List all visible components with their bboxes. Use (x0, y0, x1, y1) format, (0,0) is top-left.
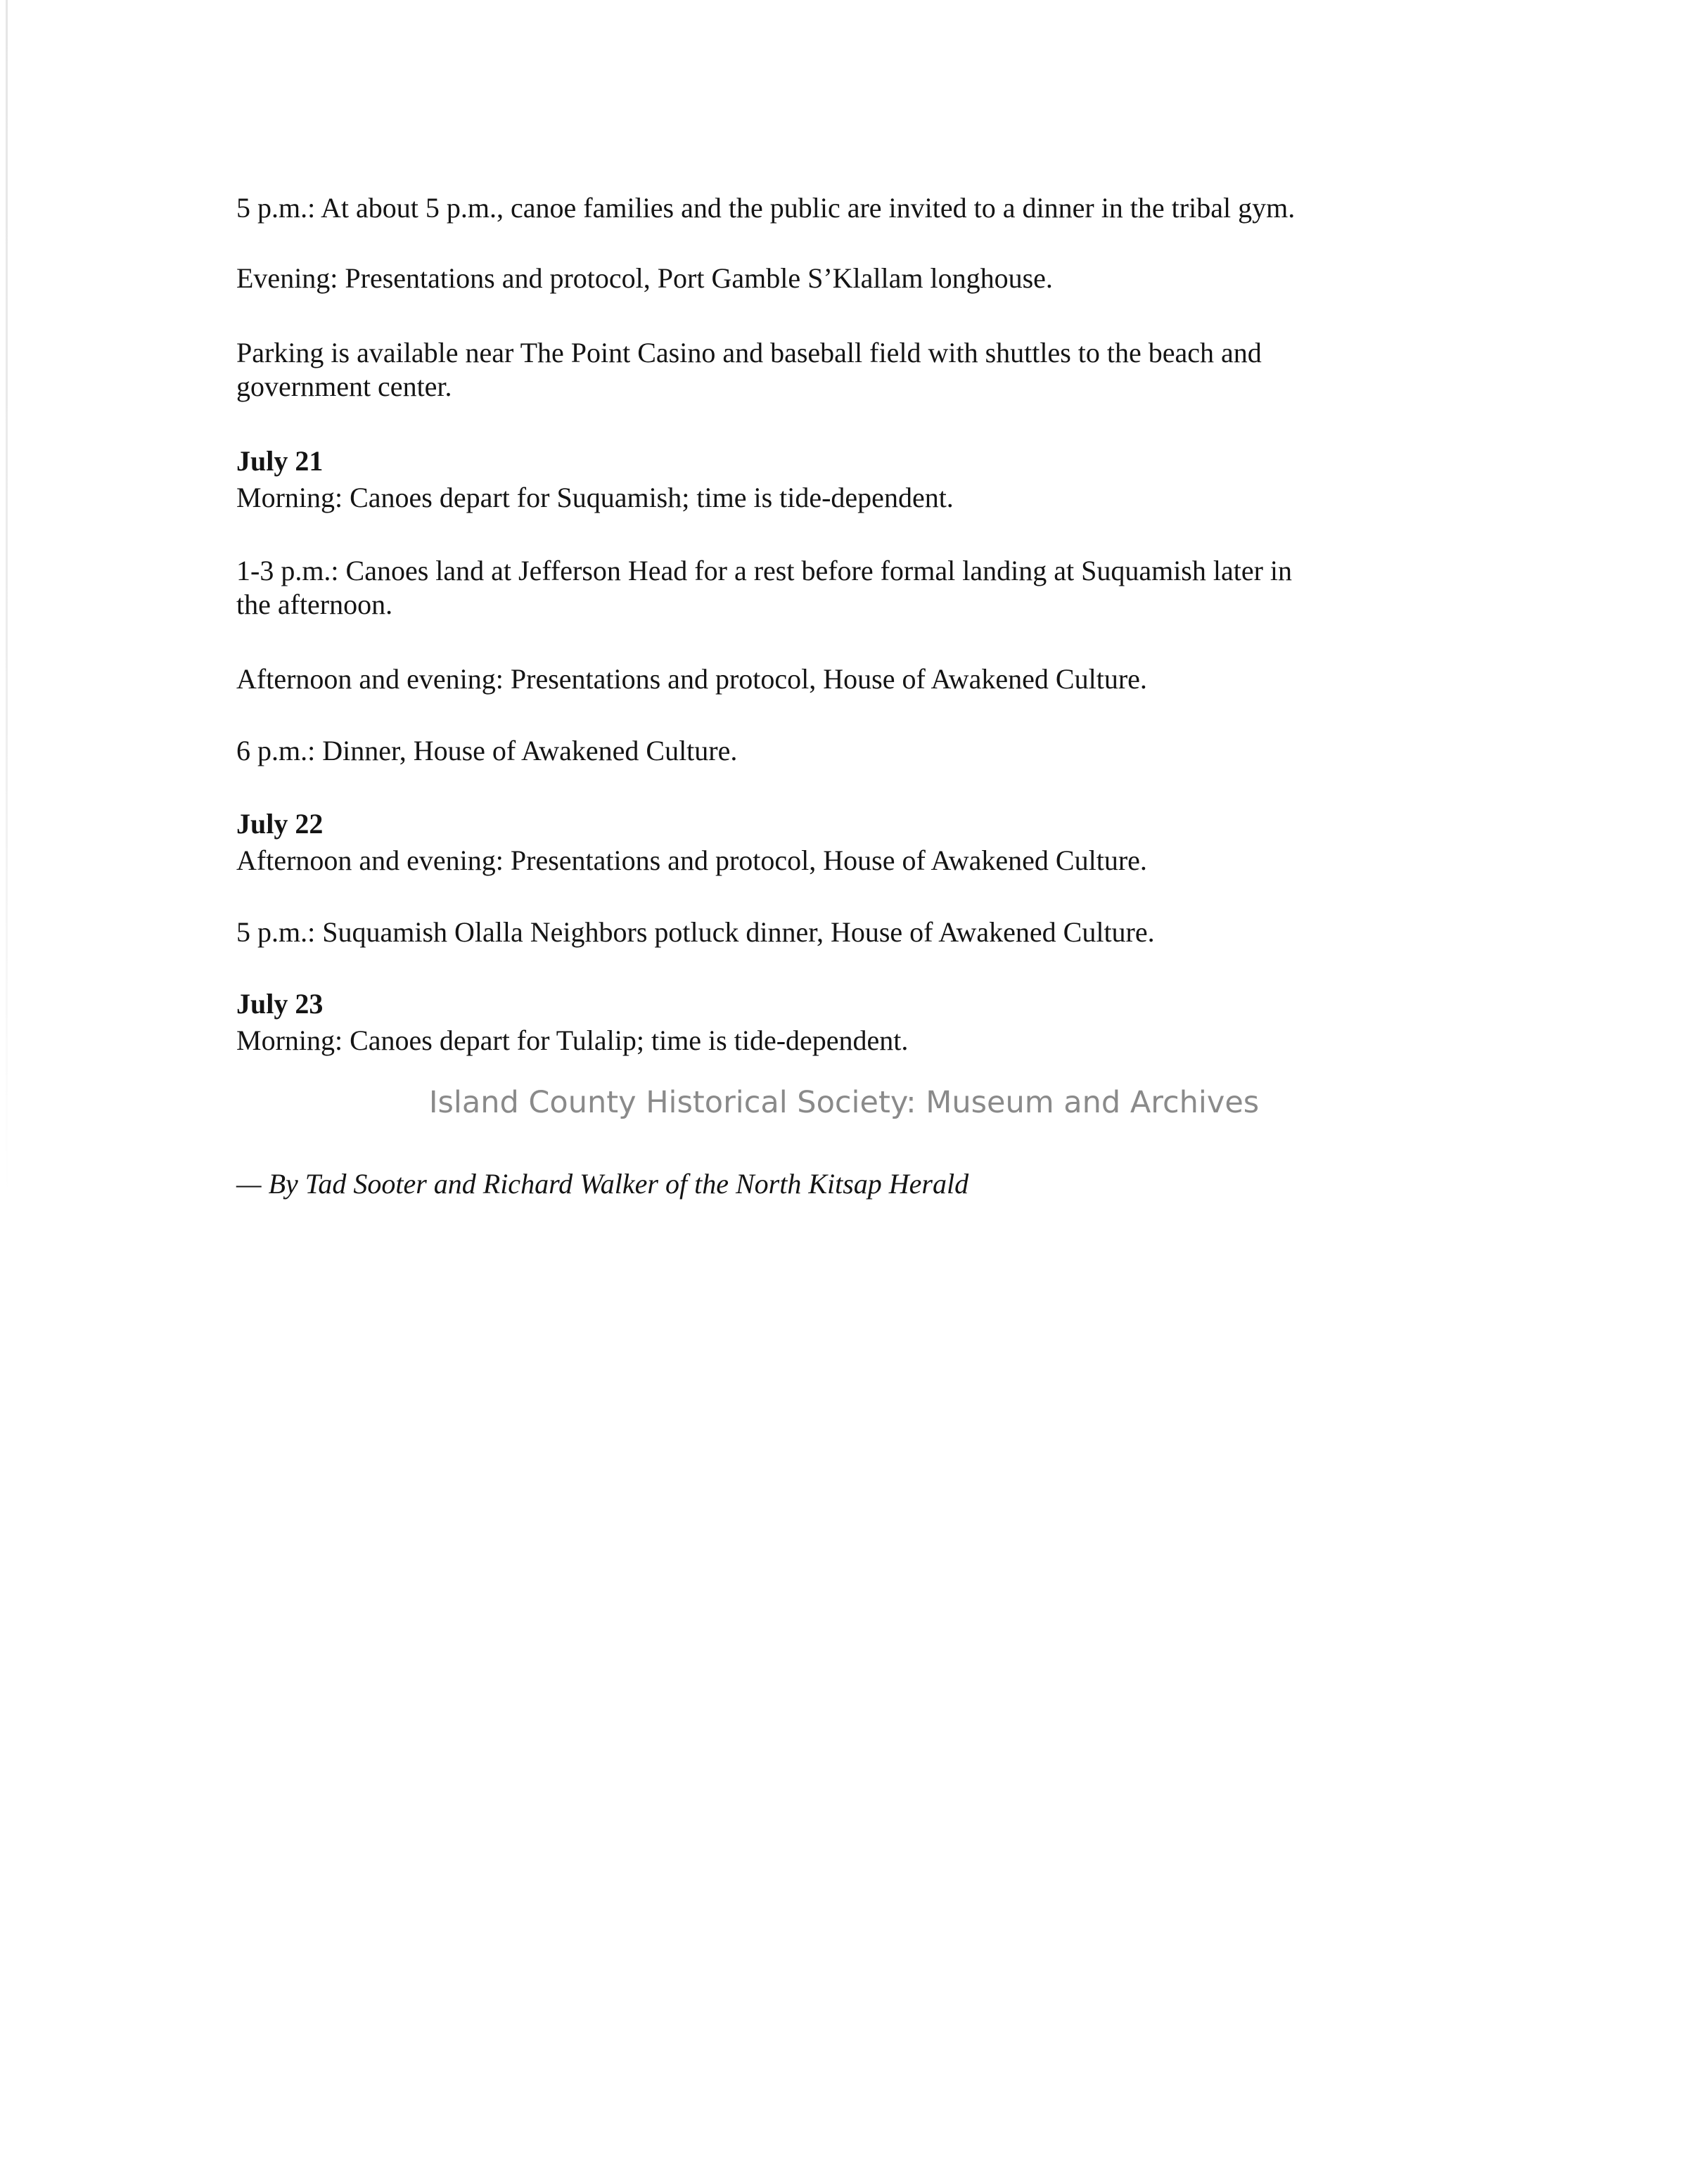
schedule-line: 5 p.m.: Suquamish Olalla Neighbors potluck dinner, House of Awakened Culture. (236, 916, 1155, 948)
day-heading: July 22 (236, 808, 324, 840)
byline: — By Tad Sooter and Richard Walker of the North Kitsap Herald (236, 1168, 969, 1200)
schedule-line: 1-3 p.m.: Canoes land at Jefferson Head for a rest before formal landing at Suquamish later in (236, 555, 1293, 586)
schedule-line: the afternoon. (236, 589, 393, 620)
watermark: Island County Historical Society: Museum and Archives (428, 1085, 1260, 1120)
parking-note-line: Parking is available near The Point Casino and baseball field with shuttles to the beach and (236, 337, 1262, 368)
schedule-line: 5 p.m.: At about 5 p.m., canoe families and the public are invited to a dinner in the tribal gym. (236, 192, 1296, 224)
day-heading: July 21 (236, 445, 324, 477)
scan-edge (6, 0, 8, 1195)
schedule-line: 6 p.m.: Dinner, House of Awakened Culture. (236, 735, 738, 766)
schedule-line: Afternoon and evening: Presentations and protocol, House of Awakened Culture. (236, 844, 1147, 876)
schedule-line: Evening: Presentations and protocol, Port Gamble S’Klallam longhouse. (236, 262, 1053, 294)
schedule-line: Morning: Canoes depart for Suquamish; time is tide-dependent. (236, 482, 954, 513)
schedule-line: Morning: Canoes depart for Tulalip; time is tide-dependent. (236, 1024, 909, 1056)
schedule-line: Afternoon and evening: Presentations and protocol, House of Awakened Culture. (236, 663, 1147, 695)
day-heading: July 23 (236, 988, 324, 1020)
parking-note-line: government center. (236, 371, 452, 402)
